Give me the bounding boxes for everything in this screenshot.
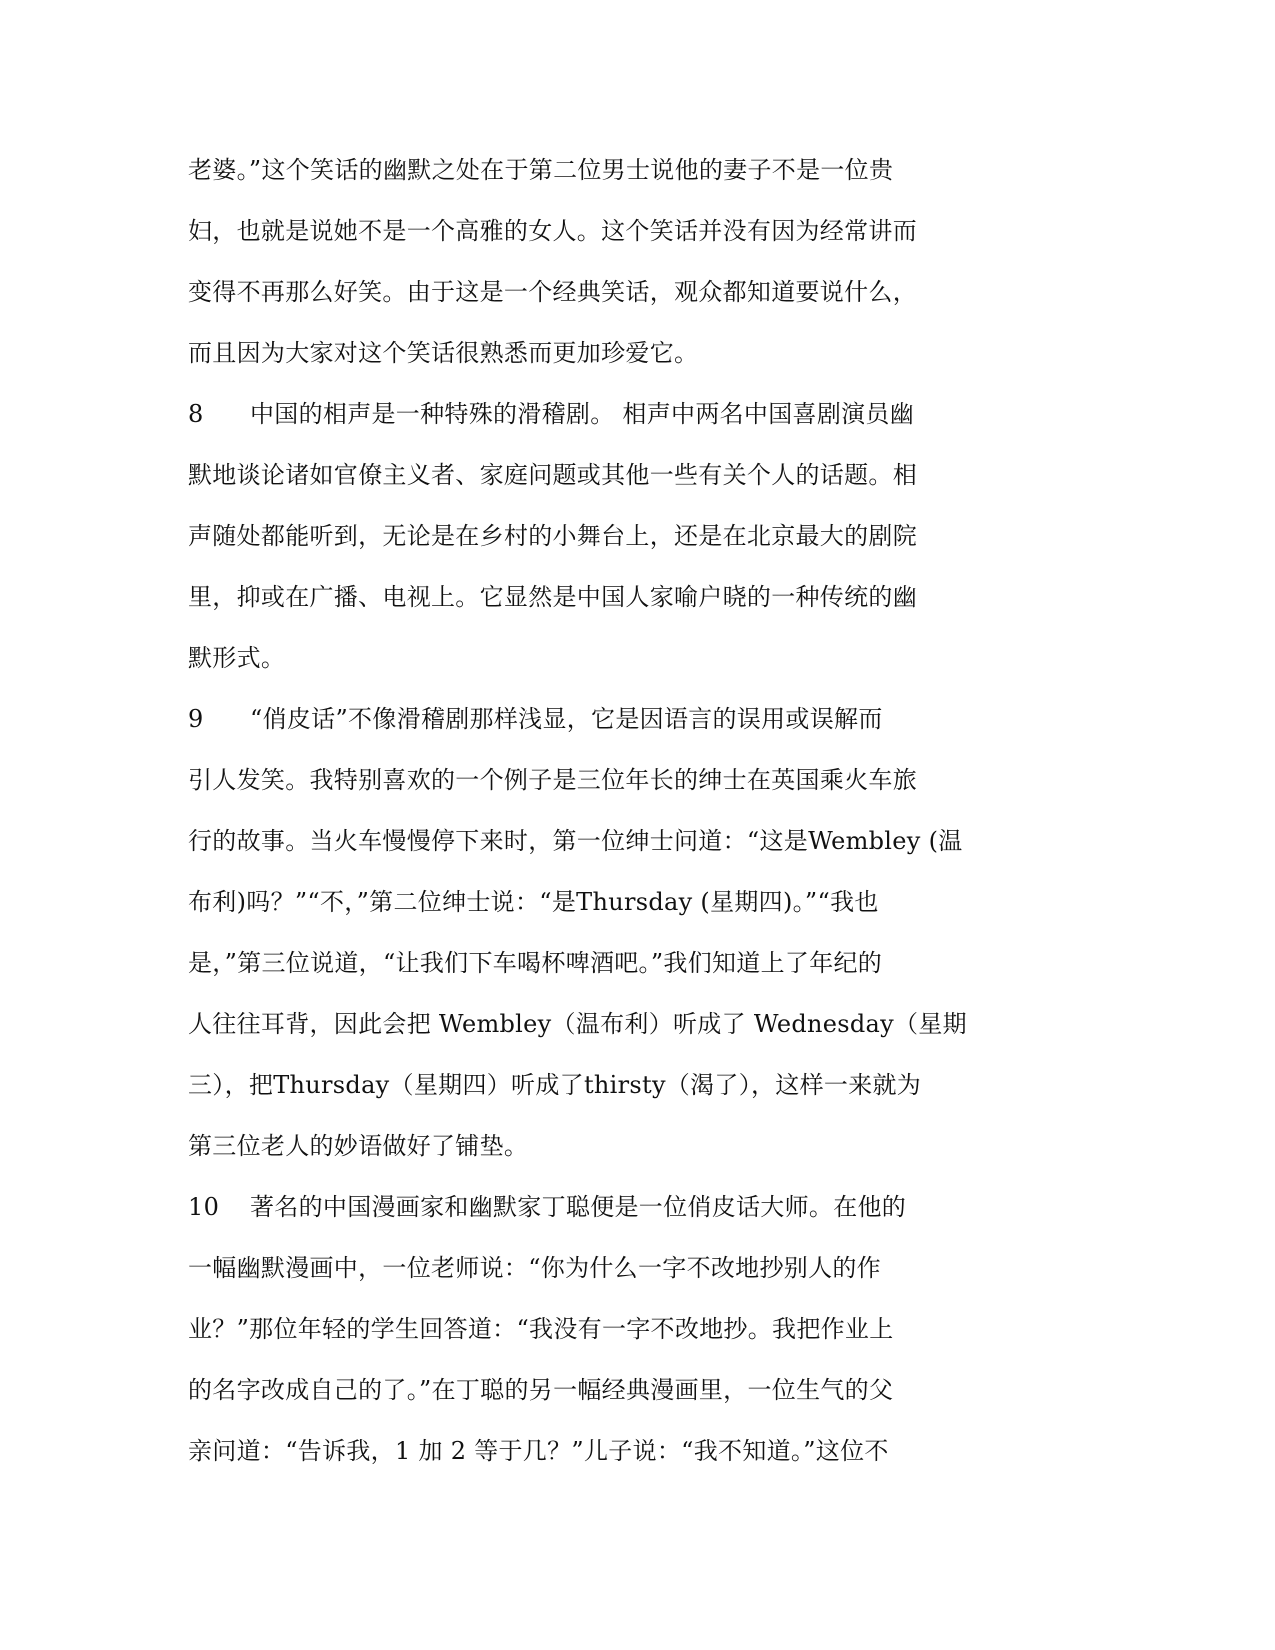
text-line [188,445,968,506]
text-line [188,506,968,567]
text-line [188,201,968,262]
line-text: 而且因为大家对这个笑话很熟悉而更加珍爱它。 [188,339,699,367]
text-line [188,323,968,384]
line-text: 是，”第三位说道，“让我们下车喝杯啤酒吧。”我们知道上了年纪的 [188,949,883,977]
line-text: 一幅幽默漫画中，一位老师说：“你为什么一字不改地抄别人的作 [188,1254,881,1282]
text-line [188,567,968,628]
line-text: 变得不再那么好笑。由于这是一个经典笑话，观众都知道要说什么， [188,278,917,306]
line-text: “俏皮话”不像滑稽剧那样浅显，它是因语言的误用或误解而 [250,705,883,733]
line-text: 布利)吗？”“不，”第二位绅士说：“是Thursday (星期四)。”“我也 [188,888,879,916]
text-line [188,140,968,201]
paragraph-start-line [188,1177,968,1238]
text-line [188,1421,968,1482]
paragraph-number: 10 [188,1193,220,1221]
line-text: 声随处都能听到，无论是在乡村的小舞台上，还是在北京最大的剧院 [188,522,917,550]
line-text: 里，抑或在广播、电视上。它显然是中国人家喻户晓的一种传统的幽 [188,583,917,611]
text-line [188,1116,968,1177]
line-text: 第三位老人的妙语做好了铺垫。 [188,1132,529,1160]
line-text: 默地谈论诸如官僚主义者、家庭问题或其他一些有关个人的话题。相 [188,461,917,489]
document-body [188,140,968,1482]
line-text: 妇，也就是说她不是一个高雅的女人。这个笑话并没有因为经常讲而 [188,217,917,245]
line-text: 三），把Thursday（星期四）听成了thirsty（渴了），这样一来就为 [188,1071,922,1099]
text-line [188,994,968,1055]
text-line [188,933,968,994]
line-text: 业？”那位年轻的学生回答道：“我没有一字不改地抄。我把作业上 [188,1315,894,1343]
text-line [188,628,968,689]
line-text: 引人发笑。我特别喜欢的一个例子是三位年长的绅士在英国乘火车旅 [188,766,917,794]
text-line [188,1238,968,1299]
paragraph-number: 8 [188,400,204,428]
line-text: 的名字改成自己的了。”在丁聪的另一幅经典漫画里，一位生气的父 [188,1376,894,1404]
line-text: 老婆。”这个笑话的幽默之处在于第二位男士说他的妻子不是一位贵 [188,156,894,184]
line-text: 行的故事。当火车慢慢停下来时，第一位绅士问道：“这是Wembley (温 [188,827,963,855]
text-line [188,872,968,933]
text-line [188,262,968,323]
line-text: 默形式。 [188,644,286,672]
text-line [188,1299,968,1360]
paragraph-number: 9 [188,705,204,733]
text-line [188,750,968,811]
text-line [188,1360,968,1421]
paragraph-start-line [188,384,968,445]
line-text: 亲问道：“告诉我，1 加 2 等于几？”儿子说：“我不知道。”这位不 [188,1437,889,1465]
text-line [188,1055,968,1116]
text-line [188,811,968,872]
line-text: 著名的中国漫画家和幽默家丁聪便是一位俏皮话大师。在他的 [250,1193,907,1221]
line-text: 人往往耳背，因此会把 Wembley（温布利）听成了 Wednesday（星期 [188,1010,967,1038]
paragraph-start-line [188,689,968,750]
line-text: 中国的相声是一种特殊的滑稽剧。 相声中两名中国喜剧演员幽 [250,400,915,428]
